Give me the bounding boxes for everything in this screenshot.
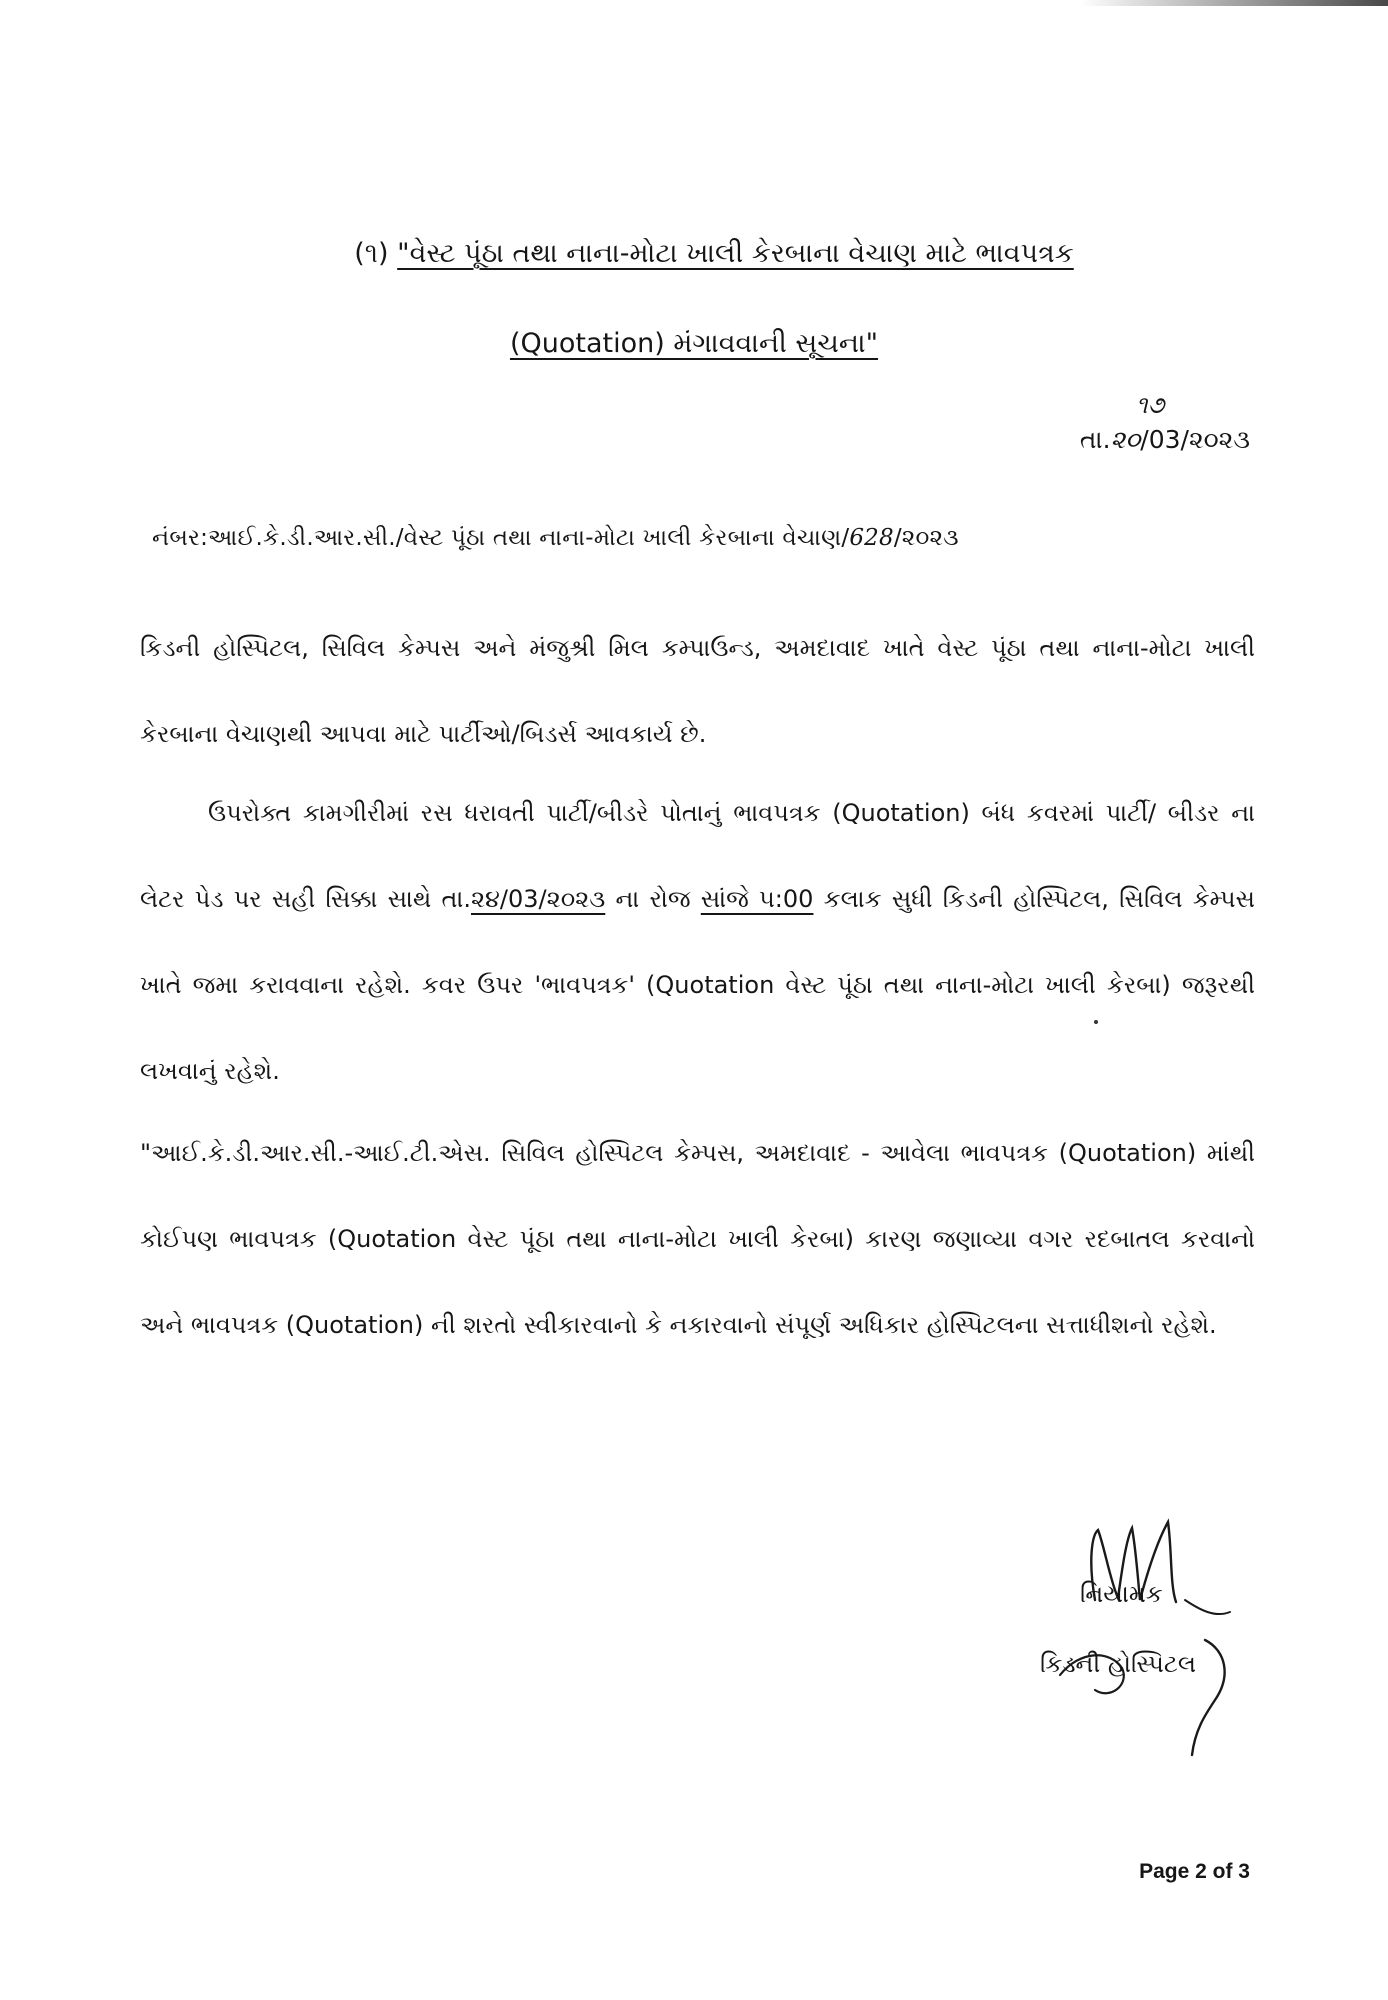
submission-text-before-date: ઉપરોક્ત કામગીરીમાં રસ ધરાવતી પાર્ટી/બીડરે પોતાનું ભાવપત્રક (Quotation) બંધ કવરમાં પાર્ટી/ બીડર ના લેટર પેડ પર સહી સિક્કા સાથે તા. xyxy=(140,799,1255,913)
reference-number-handwritten: 628 xyxy=(849,525,894,551)
date-day-handwritten: ૧૭ xyxy=(1135,391,1165,419)
title-text-line-2: (Quotation) મંગાવવાની સૂચના" xyxy=(509,328,879,359)
date-rest: /03/૨૦૨૩ xyxy=(1140,425,1250,454)
submission-deadline-time: સાંજે ૫:00 xyxy=(700,885,814,913)
signatory-title: નિયામક xyxy=(1080,1580,1163,1608)
date-prefix: તા. xyxy=(1079,425,1111,454)
document-title-line-1 xyxy=(0,240,1388,267)
submission-text-mid: ના રોજ xyxy=(605,885,701,913)
document-date xyxy=(1079,391,1250,455)
reference-prefix: નંબર:આઈ.કે.ડી.આર.સી./વેસ્ટ પૂંઠા તથા નાના-મોટા ખાલી કેરબાના વેચાણ/ xyxy=(152,525,850,551)
document-title-line-2 xyxy=(0,330,1388,357)
signatory-organization: કિડની હોસ્પિટલ xyxy=(1040,1650,1196,1678)
date-day-struck: ૨૦ xyxy=(1110,425,1141,454)
page-number-footer: Page 2 of 3 xyxy=(1139,1860,1250,1883)
scan-speck xyxy=(1094,1020,1098,1024)
reference-suffix: /૨૦૨૩ xyxy=(893,525,959,551)
paragraph-submission xyxy=(140,770,1255,1114)
scan-edge-shadow xyxy=(1080,0,1388,6)
signature-block xyxy=(1000,1500,1300,1760)
submission-deadline-date: ૨૪/03/૨૦૨૩ xyxy=(470,885,606,913)
reference-number xyxy=(152,525,959,551)
title-text-line-1: "વેસ્ટ પૂંઠા તથા નાના-મોટા ખાલી કેરબાના વેચાણ માટે ભાવપત્રક xyxy=(397,238,1074,269)
submission-text-after: કલાક સુધી કિડની હોસ્પિટલ, સિવિલ કેમ્પસ ખાતે જમા કરાવવાના રહેશે. કવર ઉપર 'ભાવપત્રક' (Quotation વેસ્ટ પૂંઠા તથા નાના-મોટા ખાલી કેરબા) જરૂરથી લખવાનું રહેશે. xyxy=(140,885,1255,1085)
title-number: (૧) xyxy=(354,238,389,269)
paragraph-invitation: કિડની હોસ્પિટલ, સિવિલ કેમ્પસ અને મંજુશ્રી મિલ કમ્પાઉન્ડ, અમદાવાદ ખાતે વેસ્ટ પૂંઠા તથા નાના-મોટા ખાલી કેરબાના વેચાણથી આપવા માટે પાર્ટીઓ/બિડર્સ આવકાર્ય છે. xyxy=(140,634,1255,748)
paragraph-rights-reserved: "આઈ.કે.ડી.આર.સી.-આઈ.ટી.એસ. સિવિલ હોસ્પિટલ કેમ્પસ, અમદાવાદ - આવેલા ભાવપત્રક (Quotation) માંથી કોઈપણ ભાવપત્રક (Quotation વેસ્ટ પૂંઠા તથા નાના-મોટા ખાલી કેરબા) કારણ જણાવ્યા વગર રદબાતલ કરવાનો અને ભાવપત્રક (Quotation) ની શરતો સ્વીકારવાનો કે નકારવાનો સંપૂર્ણ અધિકાર હોસ્પિટલના સત્તાધીશનો રહેશે. xyxy=(140,1139,1255,1339)
handwritten-signature-icon xyxy=(1000,1500,1300,1760)
